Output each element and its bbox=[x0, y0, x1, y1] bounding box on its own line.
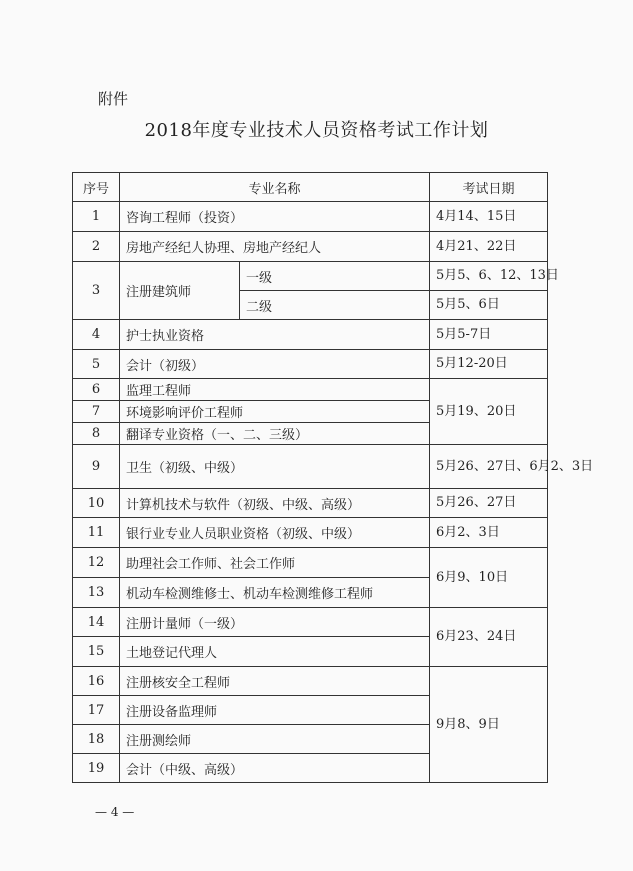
header-number: 序号 bbox=[73, 173, 120, 202]
row-name: 房地产经纪人协理、房地产经纪人 bbox=[120, 232, 430, 262]
row-date: 4月14、15日 bbox=[430, 202, 548, 232]
row-sub-level: 二级 bbox=[240, 291, 430, 320]
row-number: 1 bbox=[73, 202, 120, 232]
exam-schedule-table bbox=[72, 172, 594, 783]
document-title: 2018年度专业技术人员资格考试工作计划 bbox=[144, 120, 489, 141]
table-row bbox=[73, 667, 548, 696]
row-name: 机动车检测维修士、机动车检测维修工程师 bbox=[120, 578, 430, 608]
row-name: 注册建筑师 bbox=[120, 262, 240, 320]
row-date: 5月5、6、12、13日 bbox=[430, 262, 548, 291]
row-number: 18 bbox=[73, 725, 120, 754]
row-name: 土地登记代理人 bbox=[120, 637, 430, 667]
row-date: 5月12-20日 bbox=[430, 350, 548, 379]
row-name: 注册计量师（一级） bbox=[120, 608, 430, 637]
row-number: 19 bbox=[73, 754, 120, 783]
row-name: 计算机技术与软件（初级、中级、高级） bbox=[120, 489, 430, 518]
row-number: 15 bbox=[73, 637, 120, 667]
row-date: 5月26、27日、6月2、3日 bbox=[430, 445, 548, 489]
row-name: 注册设备监理师 bbox=[120, 696, 430, 725]
table-row bbox=[73, 548, 548, 578]
row-date: 5月26、27日 bbox=[430, 489, 548, 518]
row-name: 助理社会工作师、社会工作师 bbox=[120, 548, 430, 578]
row-number: 17 bbox=[73, 696, 120, 725]
row-date: 5月19、20日 bbox=[430, 379, 548, 445]
row-number: 14 bbox=[73, 608, 120, 637]
table-row bbox=[73, 445, 548, 489]
attachment-label: 附件 bbox=[98, 90, 129, 108]
table-header-row bbox=[73, 173, 548, 202]
row-date: 9月8、9日 bbox=[430, 667, 548, 783]
row-number: 9 bbox=[73, 445, 120, 489]
row-name: 护士执业资格 bbox=[120, 320, 430, 350]
row-name: 环境影响评价工程师 bbox=[120, 401, 430, 423]
row-name: 咨询工程师（投资） bbox=[120, 202, 430, 232]
row-name: 注册测绘师 bbox=[120, 725, 430, 754]
row-name: 会计（中级、高级） bbox=[120, 754, 430, 783]
row-number: 11 bbox=[73, 518, 120, 548]
table-row bbox=[73, 262, 548, 291]
row-number: 10 bbox=[73, 489, 120, 518]
row-number: 12 bbox=[73, 548, 120, 578]
row-date: 6月9、10日 bbox=[430, 548, 548, 608]
table-row bbox=[73, 608, 548, 637]
row-date: 5月5-7日 bbox=[430, 320, 548, 350]
table-row bbox=[73, 320, 548, 350]
row-date: 6月23、24日 bbox=[430, 608, 548, 667]
row-number: 8 bbox=[73, 423, 120, 445]
row-number: 4 bbox=[73, 320, 120, 350]
header-date: 考试日期 bbox=[430, 173, 548, 202]
row-number: 6 bbox=[73, 379, 120, 401]
table-row bbox=[73, 202, 548, 232]
row-number: 13 bbox=[73, 578, 120, 608]
table-row bbox=[73, 350, 548, 379]
table-row bbox=[73, 379, 548, 401]
row-name: 会计（初级） bbox=[120, 350, 430, 379]
row-name: 注册核安全工程师 bbox=[120, 667, 430, 696]
table-row bbox=[73, 489, 548, 518]
row-name: 监理工程师 bbox=[120, 379, 430, 401]
table-row bbox=[73, 518, 548, 548]
row-name: 翻译专业资格（一、二、三级） bbox=[120, 423, 430, 445]
row-number: 5 bbox=[73, 350, 120, 379]
row-number: 3 bbox=[73, 262, 120, 320]
table-row bbox=[73, 232, 548, 262]
row-date: 6月2、3日 bbox=[430, 518, 548, 548]
page-number: — 4 — bbox=[95, 805, 135, 819]
row-number: 16 bbox=[73, 667, 120, 696]
row-number: 7 bbox=[73, 401, 120, 423]
header-name: 专业名称 bbox=[120, 173, 430, 202]
row-name: 银行业专业人员职业资格（初级、中级） bbox=[120, 518, 430, 548]
row-sub-level: 一级 bbox=[240, 262, 430, 291]
row-number: 2 bbox=[73, 232, 120, 262]
row-name: 卫生（初级、中级） bbox=[120, 445, 430, 489]
row-date: 4月21、22日 bbox=[430, 232, 548, 262]
row-date: 5月5、6日 bbox=[430, 291, 548, 320]
